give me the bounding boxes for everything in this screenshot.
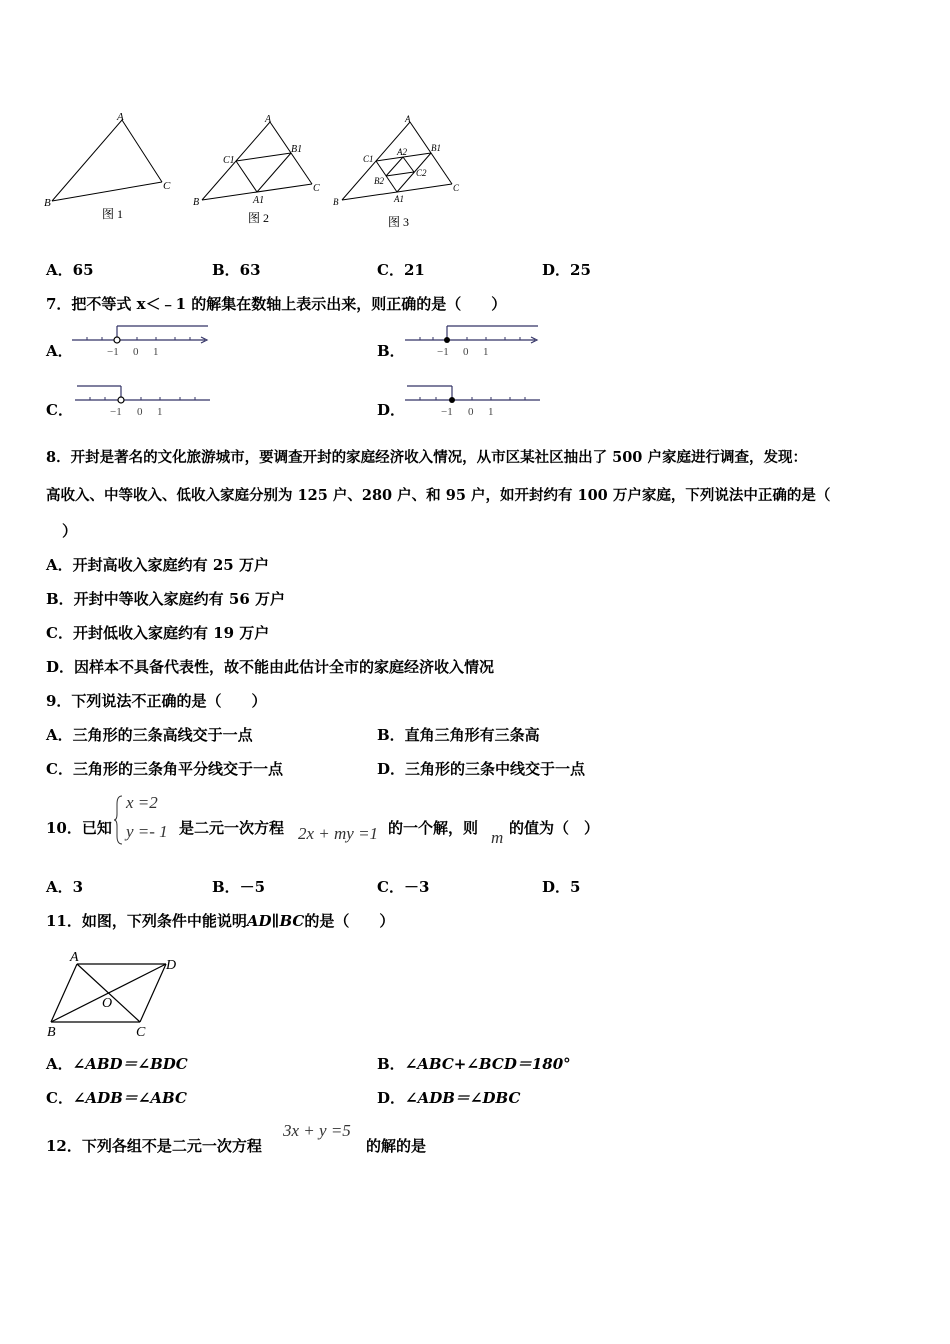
fig2-label-c: C: [313, 183, 320, 194]
q11-stem-a: 11．如图，下列条件中能说明: [46, 912, 247, 930]
tick-label: 0: [133, 346, 139, 358]
q11-option-c-letter: C．: [46, 1089, 73, 1107]
q8-option-d[interactable]: D．因样本不具备代表性，故不能由此估计全市的家庭经济收入情况: [46, 658, 495, 676]
q6-option-c[interactable]: C．21: [377, 261, 425, 279]
fig2-caption: 图 2: [248, 211, 270, 225]
tick-label: 1: [153, 346, 159, 358]
tick-label: 1: [483, 346, 489, 358]
q11-option-d-letter: D．: [377, 1089, 406, 1107]
q6-option-b[interactable]: B．63: [212, 261, 261, 279]
q10-option-a[interactable]: A．3: [46, 878, 84, 896]
fig3-label-c: C: [453, 183, 460, 193]
q11-option-c[interactable]: [46, 1088, 187, 1108]
q7-option-c-letter[interactable]: C．: [46, 401, 73, 419]
q10-prefix: 10．已知: [46, 819, 112, 837]
tick-label: −1: [107, 346, 119, 358]
tick-label: 1: [488, 406, 494, 418]
q6-figure-1: [40, 108, 180, 228]
fig2-label-b1: B1: [291, 144, 303, 155]
q10-system-eq2: y =- 1: [126, 822, 168, 841]
fig1-label-a: A: [117, 111, 124, 123]
fig3-caption: 图 3: [388, 215, 410, 229]
tick-label: 0: [137, 406, 143, 418]
q11-option-b-text: ∠ABC+∠BCD＝180°: [404, 1055, 571, 1073]
tick-label: −1: [437, 346, 449, 358]
q11-option-d-text: ∠ADB＝∠DBC: [405, 1089, 521, 1107]
tick-label: 0: [468, 406, 474, 418]
fig3-label-b1: B1: [431, 143, 441, 153]
q8-stem-line1: 8．开封是著名的文化旅游城市，要调查开封的家庭经济收入情况，从市区某社区抽出了 500 户家庭进行调查，发现：: [46, 449, 807, 466]
q11-option-b[interactable]: [377, 1054, 571, 1074]
q11-stem: [46, 911, 394, 931]
q7-option-a-letter[interactable]: A．: [46, 342, 73, 360]
fig3-label-c2: C2: [416, 168, 427, 178]
q6-option-a[interactable]: A．65: [46, 261, 94, 279]
q11-option-a-letter: A．: [46, 1055, 73, 1073]
fig1-label-b: B: [44, 197, 51, 209]
q6-figure-2: [190, 110, 330, 230]
q12-prefix: 12．下列各组不是二元一次方程: [46, 1137, 262, 1155]
q10-end: 的值为（ ）: [509, 819, 600, 837]
q10-option-d[interactable]: D．5: [542, 878, 581, 896]
fig2-label-a1: A1: [253, 195, 265, 206]
q9-option-c[interactable]: C．三角形的三条角平分线交于一点: [46, 760, 283, 778]
q9-stem: 9．下列说法不正确的是（ ）: [46, 692, 267, 710]
q7-option-d-letter[interactable]: D．: [377, 401, 406, 419]
q10-system-brace: [114, 794, 124, 846]
q11-stem-c: 的是（ ）: [304, 912, 395, 930]
q11-label-o: O: [102, 996, 113, 1011]
q6-figure-3: [330, 110, 470, 235]
fig3-label-c1: C1: [363, 154, 374, 164]
q11-option-a-text: ∠ABD＝∠BDC: [72, 1055, 188, 1073]
q8-option-a[interactable]: A．开封高收入家庭约有 25 万户: [46, 556, 269, 574]
q8-option-c[interactable]: C．开封低收入家庭约有 19 万户: [46, 624, 270, 642]
q7-numberline-b[interactable]: [400, 320, 545, 365]
q10-after: 的一个解，则: [388, 819, 479, 837]
fig3-label-a2: A2: [397, 147, 407, 157]
fig3-label-a: A: [405, 114, 411, 124]
q8-option-b[interactable]: B．开封中等收入家庭约有 56 万户: [46, 590, 285, 608]
fig1-caption: 图 1: [102, 207, 124, 221]
tick-label: −1: [110, 406, 122, 418]
q11-label-b: B: [47, 1025, 56, 1038]
fig1-label-c: C: [163, 180, 171, 192]
q6-option-d[interactable]: D．25: [542, 261, 591, 279]
q11-option-b-letter: B．: [377, 1055, 405, 1073]
q9-option-d[interactable]: D．三角形的三条中线交于一点: [377, 760, 586, 778]
fig2-label-b: B: [193, 197, 200, 208]
fig2-label-a: A: [265, 114, 272, 125]
q11-label-a: A: [70, 950, 79, 965]
tick-label: 1: [157, 406, 163, 418]
q11-label-c: C: [136, 1025, 146, 1038]
q12-equation: 3x + y =5: [283, 1121, 351, 1140]
q9-option-a[interactable]: A．三角形的三条高线交于一点: [46, 726, 253, 744]
q11-parallelogram-figure: [44, 948, 189, 1038]
fig3-label-b: B: [333, 197, 339, 207]
q7-option-b-letter[interactable]: B．: [377, 342, 405, 360]
q7-numberline-c[interactable]: [70, 380, 215, 425]
fig2-label-c1: C1: [223, 155, 235, 166]
q8-stem-line3: ）: [62, 522, 78, 540]
q7-numberline-d[interactable]: [400, 380, 545, 425]
tick-label: 0: [463, 346, 469, 358]
q7-stem: 7．把不等式 x＜﹣1 的解集在数轴上表示出来，则正确的是（ ）: [46, 295, 507, 313]
q11-option-c-text: ∠ADB＝∠ABC: [72, 1089, 187, 1107]
q7-numberline-a[interactable]: [70, 320, 215, 365]
q10-mid: 是二元一次方程: [179, 819, 285, 837]
q10-equation: 2x + my =1: [298, 824, 379, 843]
q11-option-d[interactable]: [377, 1088, 520, 1108]
q11-stem-b: AD∥BC: [246, 912, 305, 930]
q11-option-a[interactable]: [46, 1054, 188, 1074]
fig3-label-a1: A1: [394, 194, 404, 204]
q12-suffix: 的解的是: [366, 1137, 427, 1155]
q8-stem-line2: 高收入、中等收入、低收入家庭分别为 125 户、280 户、和 95 户，如开封约有 100 万户家庭，下列说法中正确的是（: [46, 487, 831, 504]
q10-variable: m: [491, 828, 504, 847]
q10-option-b[interactable]: B．－5: [212, 878, 266, 896]
q11-label-d: D: [166, 958, 177, 973]
q9-option-b[interactable]: B．直角三角形有三条高: [377, 726, 540, 744]
tick-label: −1: [441, 406, 453, 418]
q10-system-eq1: x =2: [126, 793, 158, 812]
fig3-label-b2: B2: [374, 176, 384, 186]
q10-option-c[interactable]: C．－3: [377, 878, 430, 896]
